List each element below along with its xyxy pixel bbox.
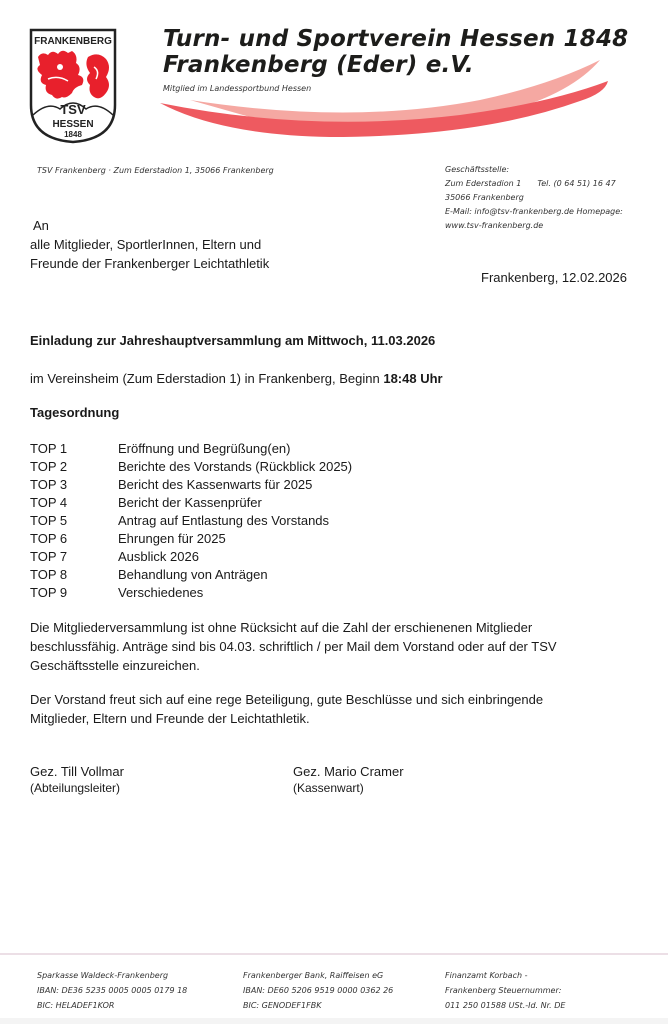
agenda-num: TOP 2 [30,459,68,474]
agenda-item [30,440,352,458]
office-email-homepage[interactable]: E-Mail: info@tsv-frankenberg.de Homepage: [445,207,623,216]
signature-block [293,763,404,797]
agenda-item [30,584,352,602]
agenda-text: Ausblick 2026 [118,549,199,564]
agenda-text: Antrag auf Entlastung des Vorstands [118,513,330,528]
recipient-line3: Freunde der Frankenberger Leichtathletik [30,256,270,271]
recipient-block [30,216,269,273]
letter-date: Frankenberg, 12.02.2026 [481,270,627,285]
club-title-line2: Frankenberg (Eder) e.V. [163,52,474,78]
agenda-num: TOP 4 [30,495,68,510]
office-label: Geschäftsstelle: [445,165,510,174]
recipient-line2: alle Mitglieder, SportlerInnen, Eltern und [30,237,262,252]
closing-paragraph [30,690,630,728]
crest-bottom-text: HESSEN [52,119,94,130]
agenda-text: Eröffnung und Begrüßung(en) [118,441,291,456]
paragraph-line: Mitglieder, Eltern und Freunde der Leichtathletik. [30,711,310,726]
office-website-link[interactable]: www.tsv-frankenberg.de [445,221,544,230]
agenda-item [30,458,352,476]
agenda-num: TOP 3 [30,477,68,492]
agenda-text: Bericht der Kassenprüfer [118,495,262,510]
bank-bic: BIC: HELADEF1KOR [37,1001,115,1010]
club-crest-logo [28,27,118,145]
bank-iban: IBAN: DE60 5206 9519 0000 0362 26 [243,986,394,995]
tax-line1: Finanzamt Korbach - [445,971,528,980]
paragraph-line: Der Vorstand freut sich auf eine rege Beteiligung, gute Beschlüsse und sich einbringende [30,692,544,707]
signatory-name: Gez. Till Vollmar [30,764,124,779]
footer-tax [445,968,565,1013]
agenda-num: TOP 5 [30,513,68,528]
bank-name: Sparkasse Waldeck-Frankenberg [37,971,169,980]
bank-bic: BIC: GENODEF1FBK [243,1001,322,1010]
footer-bottom-band [0,1018,668,1024]
agenda-num: TOP 6 [30,531,68,546]
agenda-text: Behandlung von Anträgen [118,567,268,582]
agenda-item [30,476,352,494]
paragraph-line: beschlussfähig. Anträge sind bis 04.03. schriftlich / per Mail dem Vorstand oder auf der TSV [30,639,557,654]
paragraph-line: Geschäftsstelle einzureichen. [30,658,200,673]
agenda-item [30,512,352,530]
signature-block [30,763,124,797]
meeting-location [30,371,443,386]
agenda-item [30,494,352,512]
office-contact-block [445,163,623,233]
office-street-row [445,177,623,191]
office-phone: Tel. (0 64 51) 16 47 [537,179,616,188]
meeting-time: 18:48 Uhr [383,371,443,386]
agenda-title: Tagesordnung [30,405,120,420]
agenda-num: TOP 9 [30,585,68,600]
signatory-role: (Kassenwart) [293,781,364,795]
agenda-item [30,566,352,584]
tax-line3: 011 250 01588 USt.-Id. Nr. DE [445,1001,566,1010]
bank-iban: IBAN: DE36 5235 0005 0005 0179 18 [37,986,188,995]
sender-address-line: TSV Frankenberg · Zum Ederstadion 1, 35066 Frankenberg [37,166,274,175]
letter-subject: Einladung zur Jahreshauptversammlung am Mittwoch, 11.03.2026 [30,333,436,348]
agenda-num: TOP 7 [30,549,68,564]
agenda-text: Ehrungen für 2025 [118,531,226,546]
crest-year: 1848 [64,130,82,139]
signatory-name: Gez. Mario Cramer [293,764,404,779]
recipient-line1: An [33,218,49,233]
agenda-text: Berichte des Vorstands (Rückblick 2025) [118,459,353,474]
footer-divider [0,953,668,955]
crest-monogram: TSV [60,102,86,117]
crest-top-text: FRANKENBERG [34,36,112,47]
office-city: 35066 Frankenberg [445,193,524,202]
agenda-list [30,440,352,602]
quorum-paragraph [30,618,630,675]
signatory-role: (Abteilungsleiter) [30,781,121,795]
footer-bank1 [37,968,187,1013]
agenda-item [30,548,352,566]
membership-note: Mitglied im Landessportbund Hessen [163,84,312,93]
club-title-line1: Turn- und Sportverein Hessen 1848 [163,26,629,52]
paragraph-line: Die Mitgliederversammlung ist ohne Rücksicht auf die Zahl der erschienenen Mitglieder [30,620,533,635]
agenda-item [30,530,352,548]
office-street: Zum Ederstadion 1 [445,179,522,188]
agenda-num: TOP 8 [30,567,68,582]
agenda-num: TOP 1 [30,441,68,456]
tax-line2: Frankenberg Steuernummer: [445,986,562,995]
agenda-text: Bericht des Kassenwarts für 2025 [118,477,313,492]
agenda-text: Verschiedenes [118,585,204,600]
location-text: im Vereinsheim (Zum Ederstadion 1) in Frankenberg, Beginn [30,371,384,386]
footer-bank2 [243,968,393,1013]
bank-name: Frankenberger Bank, Raiffeisen eG [243,971,384,980]
